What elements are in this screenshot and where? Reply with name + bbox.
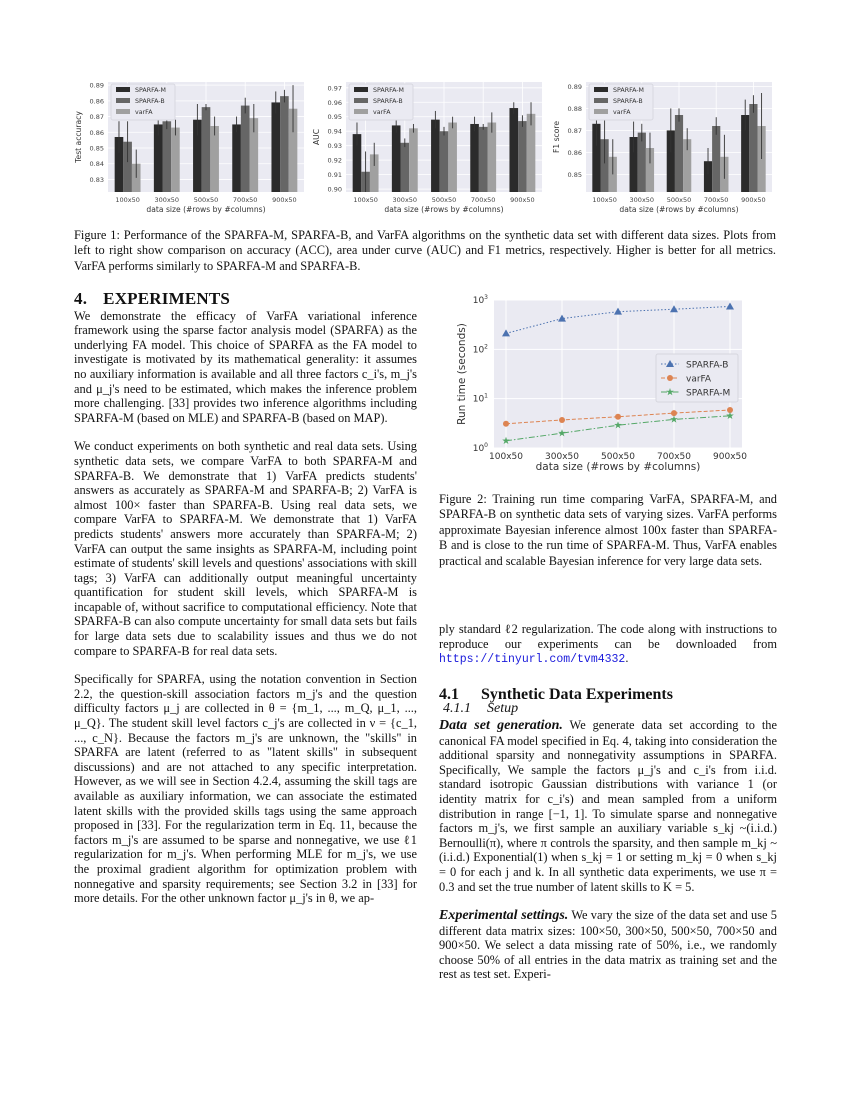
paragraph-sparfa-details: Specifically for SPARFA, using the notation convention in Section 2.2, the question-skill association factors m_j's and the question difficulty factors μ_j are collected in θ = {m_1, ..., m_Q, μ_1, ..., μ_Q}. The student skill level factors c_j's are collected in ν = {c_1, ..., c_N}. Because the factors m_j's are unknown, the "skills" in SPARFA are latent (referred to as "latent skills" in subsequent discussions) and are not attached to any specific interpretation. However, as we will see in Section 4.2.4, assuming the skill tags are available as auxiliary information, we can associate the estimated latent skills with the provided skills tags using the same approach proposed in [33]. For the regularization term in Eq. 11, because the factors m_j's are assumed to be sparse and nonnegative, we use ℓ1 regularization for m_j's. When performing MLE for m_j's, we use the proximal gradient algorithm for optimization problem with nonnegative and sparsity requirements; see Section 3.2 in [33] for more details. For the other unknown factor μ_j's in θ, we ap- [74, 672, 417, 906]
bar [271, 102, 280, 192]
y-tick-label: 0.87 [567, 126, 582, 135]
y-axis-label: AUC [312, 128, 321, 146]
figure-1 [72, 78, 772, 226]
subsection-heading-synthetic [439, 685, 777, 703]
x-tick-label: 300x50 [545, 452, 579, 462]
bar [518, 121, 527, 192]
bar-chart-accuracy [72, 78, 308, 226]
y-tick-label: 0.85 [89, 144, 104, 153]
section-heading-experiments [74, 289, 417, 308]
period: . [625, 651, 629, 666]
figure-1-caption: Figure 1: Performance of the SPARFA-M, SPARFA-B, and VarFA algorithms on the synthetic data set with different data sizes. Plots from left to right show comparison on accuracy (ACC), area under curve (AUC) and F1 metrics, respectively. Higher is better for all metrics. VarFA performs similarly to SPARFA-M and SPARFA-B. [74, 228, 776, 273]
y-tick-label: 0.92 [327, 156, 342, 165]
y-axis-label: Test accuracy [74, 111, 83, 163]
legend-label: SPARFA-M [373, 87, 404, 94]
x-tick-label: 700x50 [232, 196, 258, 204]
bar [392, 125, 401, 192]
bar-chart-f1 [550, 78, 776, 226]
bar [431, 120, 440, 192]
x-tick-label: 300x50 [629, 196, 655, 204]
y-axis-label: Run time (seconds) [456, 323, 468, 425]
bar [488, 123, 497, 192]
x-tick-label: 700x50 [657, 452, 691, 462]
bar [210, 126, 219, 192]
data-generation-text: We generate data set according to the canonical FA model specified in Eq. 4, taking into consideration the additional sparsity and nonnegativity assumptions in SPARFA. Specifically, We sample the factors μ_j's and c_i's from i.i.d. standard isotropic Gaussian distributions with variance 1 (or identity matrix for c_i's) and mean sampled from a uniform distribution in range [−1, 1]. To simulate sparse and nonnegative factors m_j's, we first sample an auxiliary variable s_kj ~(i.i.d.) Bernoulli(π), where π controls the sparsity, and then sample m_kj ~(i.i.d.) Exponential(1) when s_kj = 1 or setting m_kj = 0 when s_kj = 0 for each j and k. In all synthetic data experiments, we use π = 0.3 and set the true number of latent skills to K = 5. [439, 717, 777, 894]
code-text: ply standard ℓ2 regularization. The code along with instructions to reproduce our experiments can be downloaded from [439, 622, 777, 651]
x-tick-label: 100x50 [592, 196, 617, 204]
legend [111, 84, 175, 120]
legend-label: SPARFA-M [613, 87, 644, 94]
y-tick-label: 0.86 [89, 128, 104, 137]
y-tick-label: $10^1$ [472, 392, 488, 405]
bar [202, 107, 211, 192]
subsubsection-number: 4.1.1 [443, 701, 471, 717]
bar [400, 143, 409, 192]
legend-label: varFA [373, 109, 391, 116]
runin-experimental-settings: Experimental settings. [439, 908, 569, 924]
subsection-number: 4.1 [439, 685, 459, 703]
paragraph-data-generation [439, 718, 777, 894]
paragraph-intro: We demonstrate the efficacy of VarFA variational inference framework using the sparse factor analysis model (SPARFA) as the underlying FA model. This choice of SPARFA as the FA model to investigate is motivated by its mathematical generality: it assumes no auxiliary information is available and all three factors c_i's, m_j's and μ_j's need to be estimated, which makes the inference problem more challenging. [33] provides two inference algorithms including SPARFA-M (based on MLE) and SPARFA-B (based on MAP). [74, 308, 417, 425]
x-tick-label: 500x50 [601, 452, 635, 462]
bar [162, 121, 171, 192]
bar [527, 114, 536, 192]
y-tick-label: 0.90 [327, 185, 342, 194]
x-axis-label: data size (#rows by #columns) [619, 205, 739, 214]
bar [509, 108, 518, 192]
x-tick-label: 100x50 [115, 196, 140, 204]
x-axis-label: data size (#rows by #columns) [146, 205, 266, 214]
chart-test-accuracy [72, 78, 308, 226]
bar [440, 131, 449, 192]
x-tick-label: 500x50 [193, 196, 219, 204]
x-tick-label: 500x50 [666, 196, 692, 204]
bar [638, 133, 646, 192]
chart-f1 [550, 78, 776, 226]
subsection-title: Synthetic Data Experiments [481, 685, 673, 703]
y-tick-label: 0.97 [327, 84, 342, 93]
legend-label: SPARFA-B [135, 98, 165, 105]
legend-label: SPARFA-M [686, 388, 731, 399]
subsubsection-heading-setup [443, 702, 777, 717]
bar [479, 127, 488, 192]
y-tick-label: $10^3$ [472, 294, 488, 306]
x-tick-label: 700x50 [703, 196, 729, 204]
bar [675, 115, 683, 192]
bar [712, 126, 720, 192]
x-tick-label: 100x50 [353, 196, 378, 204]
y-tick-label: 0.86 [89, 97, 104, 106]
y-tick-label: 0.93 [327, 142, 342, 151]
figure-2 [448, 292, 748, 479]
bar [409, 128, 418, 192]
y-tick-label: 0.94 [327, 127, 342, 136]
x-tick-label: 900x50 [510, 196, 535, 204]
legend [589, 84, 653, 120]
y-tick-label: 0.85 [567, 170, 582, 179]
paragraph-code-availability [439, 622, 777, 668]
right-column [439, 622, 777, 996]
line-chart-run-time [448, 292, 748, 474]
y-tick-label: $10^2$ [472, 343, 488, 356]
legend-label: SPARFA-B [613, 98, 643, 105]
y-tick-label: 0.89 [89, 81, 104, 90]
legend [349, 84, 413, 120]
bar-chart-auc [310, 78, 546, 226]
y-tick-label: 0.84 [89, 160, 104, 169]
legend-label: varFA [135, 109, 153, 116]
runin-data-generation: Data set generation. [439, 717, 563, 733]
chart-auc [310, 78, 546, 226]
x-tick-label: 300x50 [392, 196, 418, 204]
code-link[interactable]: https://tinyurl.com/tvm4332 [439, 653, 626, 667]
paragraph-overview: We conduct experiments on both synthetic and real data sets. Using synthetic data sets, we compare VarFA to both SPARFA-M and SPARFA-B. We demonstrate that 1) VarFA predicts students' answers as accurately as SPARFA-M and SPARFA-B; 2) VarFA is almost 100× faster than SPARFA-B. Using real data sets, we compare VarFA to SPARFA-M. We demonstrate that 1) VarFA predicts students' answers more accurately than SPARFA-M; 2) VarFA can output the same insights as SPARFA-M, including point estimate of students' skill levels and questions' associations with skill tags; 3) VarFA can additionally output meaningful uncertainty quantification for student skill levels, which SPARFA-M is incapable of, without sacrifice to computational efficiency. Note that SPARFA-B can also compute uncertainty for small data sets but fails for large data sets due to scalability issues and thus we do not compare to SPARFA-B for real data sets. [74, 439, 417, 658]
figure-2-caption: Figure 2: Training run time comparing VarFA, SPARFA-M, and SPARFA-B on synthetic data sets of varying sizes. VarFA performs approximate Bayesian inference almost 100x faster than SPARFA-B and is close to the run time of SPARFA-M. Thus, VarFA enables practical and scalable Bayesian inference for very large data sets. [439, 492, 777, 568]
section-number: 4. [74, 289, 88, 308]
y-tick-label: $10^0$ [472, 442, 488, 454]
x-tick-label: 100x50 [489, 452, 523, 462]
x-tick-label: 700x50 [470, 196, 496, 204]
y-tick-label: 0.83 [89, 175, 104, 184]
subsubsection-title: Setup [487, 701, 519, 717]
section-title: EXPERIMENTS [103, 289, 231, 308]
bar [448, 123, 457, 192]
bar [280, 96, 289, 192]
x-axis-label: data size (#rows by #columns) [535, 461, 701, 473]
y-axis-label: F1 score [552, 120, 561, 154]
y-tick-label: 0.86 [567, 148, 582, 157]
y-tick-label: 0.96 [327, 98, 342, 107]
left-column [74, 289, 417, 920]
bar [241, 106, 250, 192]
x-axis-label: data size (#rows by #columns) [384, 205, 504, 214]
y-tick-label: 0.88 [567, 104, 582, 113]
legend-label: SPARFA-B [373, 98, 403, 105]
legend [656, 354, 738, 402]
legend-label: varFA [613, 109, 631, 116]
bar [749, 104, 757, 192]
bar [470, 124, 479, 192]
y-tick-label: 0.95 [327, 113, 342, 122]
y-tick-label: 0.87 [89, 113, 104, 122]
y-tick-label: 0.89 [567, 82, 582, 91]
paragraph-experimental-settings [439, 908, 777, 982]
bar [171, 128, 180, 192]
x-tick-label: 500x50 [431, 196, 457, 204]
x-tick-label: 300x50 [154, 196, 180, 204]
legend-label: SPARFA-B [686, 360, 729, 371]
y-tick-label: 0.91 [327, 171, 342, 180]
x-tick-label: 900x50 [713, 452, 747, 462]
x-tick-label: 900x50 [272, 196, 297, 204]
experimental-settings-text: We vary the size of the data set and use 5 different data matrix sizes: 100×50, 300×50, 500×50, 700×50 and 900×50. We select a data missing rate of 50%, i.e., we randomly choose 50% of all entries in the data matrix as training set and the rest as test set. Experi- [439, 908, 778, 982]
bar [232, 124, 241, 192]
legend-label: varFA [686, 374, 712, 385]
x-tick-label: 900x50 [741, 196, 766, 204]
legend-label: SPARFA-M [135, 87, 166, 94]
